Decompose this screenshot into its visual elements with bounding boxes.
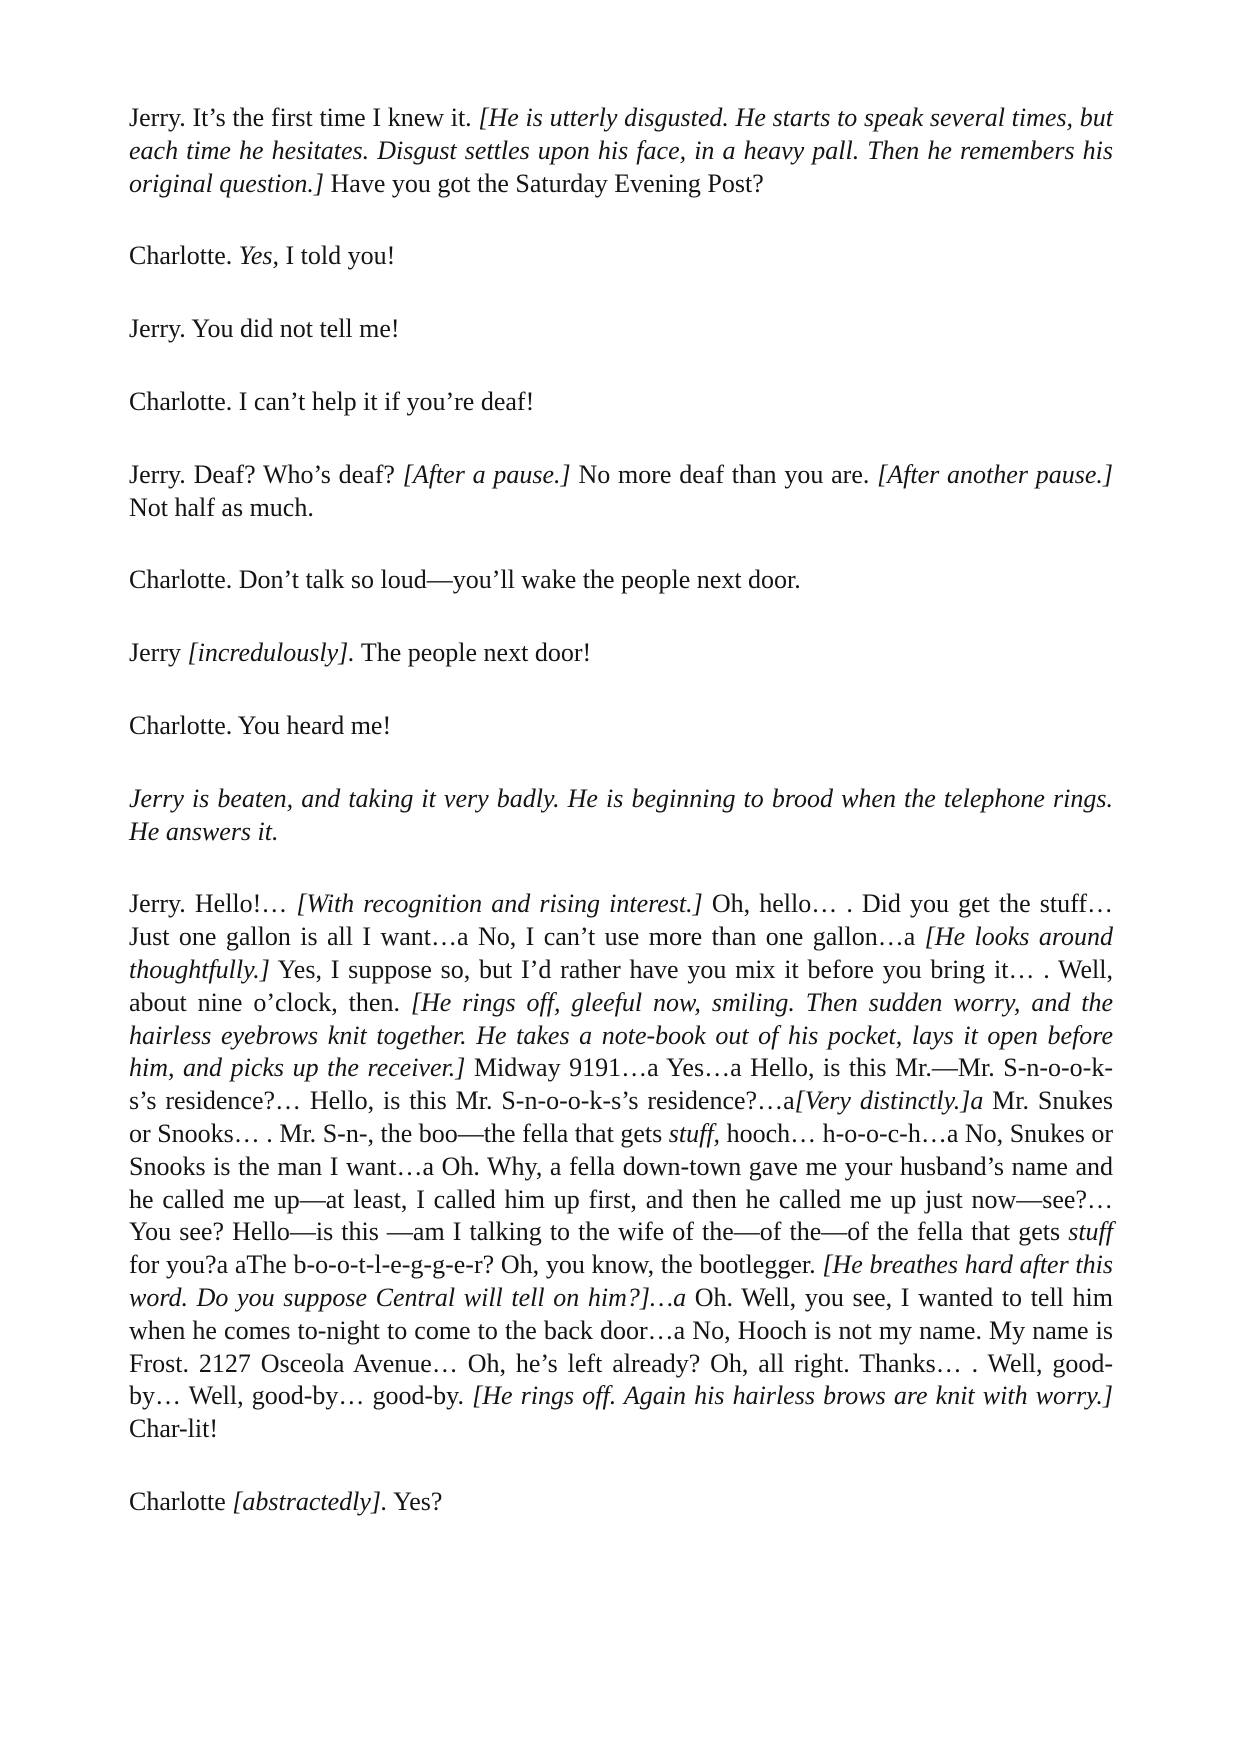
paragraph [129,240,1113,273]
stage-direction: [He is utterly disgusted. He starts to speak several times, but each time he hesitates. Disgust settles upon his face, in a heavy pall. Then he remembers his original question.] [129,103,1113,198]
paragraph [129,888,1113,1446]
paragraph [129,1486,1113,1519]
stage-direction: stuff, [668,1118,721,1148]
dialogue-text: Charlotte. Don’t talk so loud—you’ll wake the people next door. [129,565,801,595]
stage-direction: [He rings off, gleeful now, smiling. Then sudden worry, and the hairless eyebrows knit together. He takes a note-book out of his pocket, lays it open before him, and picks up the receiver.] [129,987,1113,1083]
dialogue-text: Oh. Well, you see, I wanted to tell him when he comes to-night to come to the back door…a No, Hooch is not my name. My name is Frost. 2127 Osceola Avenue… Oh, he’s left already? Oh, all right. Thanks… . Well, good-by… Well, good-by… good-by. [129,1282,1113,1411]
dialogue-text: Yes? [387,1486,443,1516]
dialogue-text: hooch… h-o-o-c-h…a No, Snukes or Snooks is the man I want…a Oh. Why, a fella down-town gave me your husband’s name and he called me up—at least, I called him up first, and then he called me up just now—see?… You see? Hello—is this —am I talking to the wife of the—of the—of the fella that gets [129,1118,1114,1247]
stage-direction: [After a pause.] [402,459,571,489]
dialogue-text: Oh, hello… . Did you get the stuff… Just one gallon is all I want…a No, I can’t use more than one gallon…a [129,889,1113,952]
dialogue-text: Jerry. Hello!… [129,889,297,919]
dialogue-text: for you?a aThe b-o-o-t-l-e-g-g-e-r? Oh, you know, the bootlegger. [129,1250,823,1280]
dialogue-text: Jerry. Deaf? Who’s deaf? [129,459,403,489]
stage-direction: [After another pause.] [877,459,1114,489]
paragraph [129,102,1113,200]
paragraph [129,459,1113,525]
stage-direction: stuff [1068,1217,1113,1247]
stage-direction: [With recognition and rising interest.] [296,889,703,919]
paragraph [129,783,1113,849]
dialogue-text: Midway 9191…a Yes…a Hello, is this Mr.—Mr. S-n-o-o-k-s’s residence?… Hello, is this Mr. S-n-o-o-k-s’s residence?…a [129,1053,1113,1116]
dialogue-text: Charlotte. [129,241,239,271]
paragraph [129,710,1113,743]
stage-direction: Yes, [238,241,279,271]
dialogue-text: No more deaf than you are. [570,459,878,489]
dialogue-text: Jerry [129,638,188,668]
stage-direction: [He rings off. Again his hairless brows are knit with worry.] [472,1381,1114,1411]
stage-direction: [He looks around thoughtfully.] [129,922,1113,984]
stage-direction: [incredulously]. [187,638,355,668]
paragraph [129,564,1113,597]
dialogue-text: I told you! [279,241,396,271]
stage-direction: [He breathes hard after this word. Do you suppose Central will tell on him?]…a [129,1250,1113,1312]
dialogue-text: Have you got the Saturday Evening Post? [324,168,764,198]
dialogue-text: Char-lit! [129,1414,219,1444]
dialogue-text: Charlotte. You heard me! [129,710,392,740]
paragraph [129,637,1113,670]
dialogue-text: Not half as much. [129,492,314,522]
dialogue-text: Jerry. You did not tell me! [129,314,400,344]
stage-direction: [abstractedly]. [232,1486,388,1516]
stage-direction: Jerry is beaten, and taking it very badly. He is beginning to brood when the telephone rings. He answers it. [129,783,1113,846]
paragraph [129,313,1113,346]
paragraph [129,386,1113,419]
dialogue-text: Yes, I suppose so, but I’d rather have you mix it before you bring it… . Well, about nine o’clock, then. [129,954,1113,1017]
dialogue-text: The people next door! [354,638,592,668]
dialogue-text: Jerry. It’s the first time I knew it. [129,103,479,132]
dialogue-text: Charlotte. I can’t help it if you’re deaf! [129,386,535,416]
dialogue-text: Mr. Snukes or Snooks… . Mr. S-n-, the boo—the fella that gets [129,1086,1114,1148]
dialogue-text: Charlotte [129,1486,233,1516]
stage-direction: [Very distinctly.]a [794,1086,984,1116]
document-page [129,102,1113,1519]
